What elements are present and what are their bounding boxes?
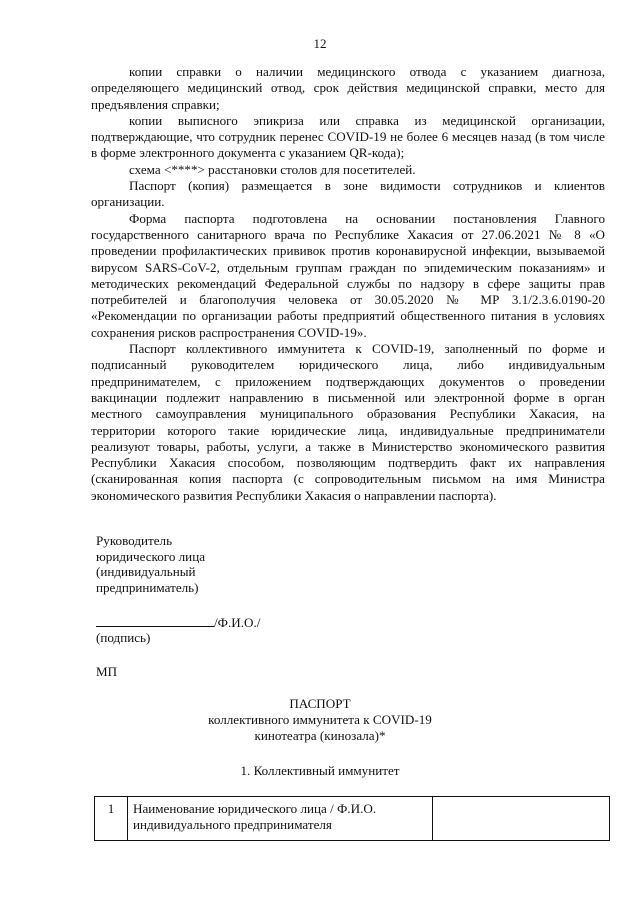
paragraph-medical-exemption: копии справки о наличии медицинского отвода с указанием диагноза, определяющего медицинский отвод, срок действия медицинской справки, место для предъявления справки; (91, 64, 605, 112)
section-heading: 1. Коллективный иммунитет (240, 763, 400, 778)
footnote-mark: * (378, 728, 386, 743)
table-row (95, 797, 610, 841)
passport-subtitle: коллективного иммунитета к COVID-19 (208, 712, 432, 727)
signatory-role-line: предприниматель) (96, 579, 199, 595)
seal-label: МП (96, 664, 118, 679)
row-label (128, 797, 433, 841)
row-label-line: индивидуального предпринимателя (133, 817, 332, 832)
venue-type: кинотеатра (кинозала) (254, 728, 379, 743)
signature-line (96, 614, 260, 631)
signatory-role-line: (индивидуальный (96, 564, 196, 579)
paragraph-submission: Паспорт коллективного иммунитета к COVID-19, заполненный по форме и подписанный руководителем юридического лица, либо индивидуальным предпринимателем, с приложением подтверждающих документов о проведении вакцинации подлежит направлению в письменной или электронной форме в орган местного самоуправления муниципального образования Республики Хакасия, на территории которого такие юридические лица, индивидуальные предприниматели реализуют товары, работы, услуги, а также в Министерство экономического развития Республики Хакасия способом, позволяющим подтвердить факт их направления (сканированная копия паспорта (с сопроводительным письмом на имя Министра экономического развития Республики Хакасия о направлении паспорта). (91, 341, 605, 503)
signatory-role (96, 533, 205, 595)
passport-title: ПАСПОРТ (289, 696, 351, 711)
signature-blank[interactable] (96, 614, 214, 627)
fio-label: /Ф.И.О./ (214, 615, 261, 630)
passport-table (94, 796, 610, 841)
signatory-role-line: юридического лица (96, 548, 206, 564)
paragraph-passport-placement: Паспорт (копия) размещается в зоне видимости сотрудников и клиентов организации. (91, 178, 605, 210)
signature-caption: (подпись) (96, 630, 151, 645)
paragraph-form-basis: Форма паспорта подготовлена на основании постановления Главного государственного санитарного врача по Республике Хакасия от 27.06.2021 № 8 «О проведении профилактических прививок против коронавирусной инфекции, вызываемой вирусом SARS-CoV-2, отдельным группам граждан по эпидемическим показаниям» и методических рекомендаций Федеральной службы по надзору в сфере защиты прав потребителей и благополучия человека от 30.05.2020 № МР 3.1/2.3.6.0190-20 «Рекомендации по организации работы предприятий общественного питания в условиях сохранения рисков распространения COVID-19». (91, 210, 605, 340)
paragraph-seating-scheme: схема <****> расстановки столов для посетителей. (129, 161, 416, 177)
row-number: 1 (95, 797, 128, 841)
passport-subtitle-venue (0, 728, 640, 744)
paragraph-discharge-summary: копии выписного эпикриза или справка из медицинской организации, подтверждающие, что сотрудник перенес COVID-19 не более 6 месяцев назад (в том числе в форме электронного документа с указанием QR-кода); (91, 112, 605, 161)
row-label-line: Наименование юридического лица / Ф.И.О. (133, 801, 377, 816)
row-value-cell[interactable] (433, 797, 610, 841)
body-text (91, 64, 605, 504)
signatory-role-line: Руководитель (96, 533, 173, 548)
page-number: 12 (313, 36, 327, 51)
